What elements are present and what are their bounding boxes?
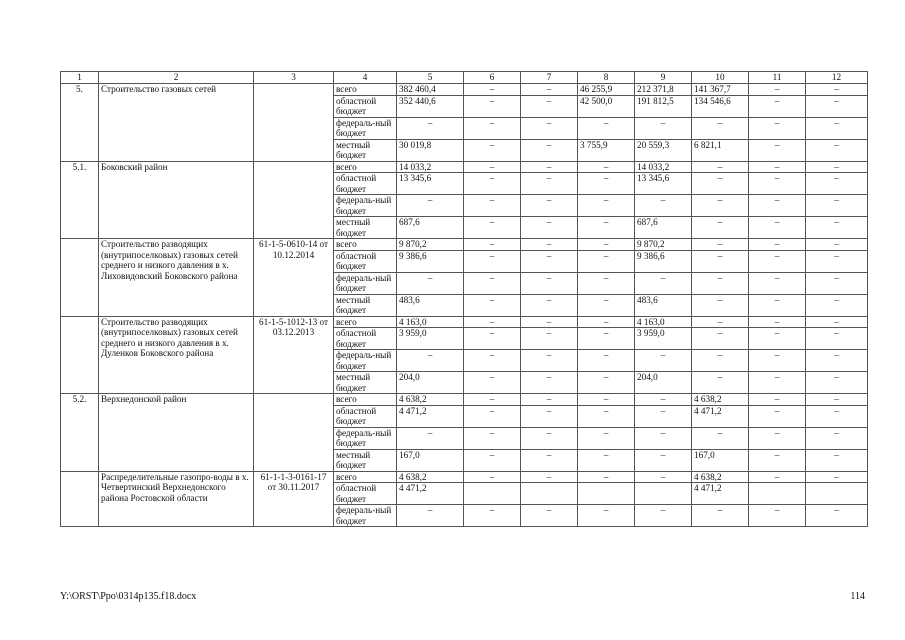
amount-cell: – (806, 217, 868, 239)
amount-cell: – (464, 84, 521, 96)
amount-cell: 9 870,2 (397, 239, 464, 251)
funding-source: федераль-ный бюджет (334, 117, 397, 139)
amount-cell (464, 483, 521, 505)
amount-cell: – (692, 328, 749, 350)
funding-source: местный бюджет (334, 449, 397, 471)
amount-cell: – (806, 316, 868, 328)
amount-cell: – (464, 449, 521, 471)
amount-cell: – (635, 405, 692, 427)
amount-cell: – (464, 316, 521, 328)
amount-cell: 204,0 (397, 372, 464, 394)
funding-source: местный бюджет (334, 294, 397, 316)
amount-cell: – (692, 217, 749, 239)
amount-cell: – (464, 250, 521, 272)
amount-cell: – (521, 316, 578, 328)
amount-cell: – (464, 173, 521, 195)
funding-source: федераль-ный бюджет (334, 505, 397, 527)
amount-cell: – (578, 217, 635, 239)
column-header: 4 (334, 72, 397, 84)
column-header: 2 (99, 72, 254, 84)
amount-cell: 20 559,3 (635, 139, 692, 161)
amount-cell: – (464, 394, 521, 406)
amount-cell: 141 367,7 (692, 84, 749, 96)
amount-cell: – (578, 239, 635, 251)
amount-cell: – (397, 427, 464, 449)
funding-source: всего (334, 394, 397, 406)
amount-cell: – (578, 195, 635, 217)
amount-cell: – (578, 272, 635, 294)
table-row (61, 161, 868, 173)
amount-cell: – (749, 449, 806, 471)
amount-cell: – (806, 405, 868, 427)
amount-cell: 167,0 (397, 449, 464, 471)
amount-cell: – (806, 195, 868, 217)
document-ref (254, 394, 334, 472)
amount-cell: 13 345,6 (635, 173, 692, 195)
funding-source: местный бюджет (334, 139, 397, 161)
amount-cell: – (806, 117, 868, 139)
table-row (61, 316, 868, 328)
table-row (61, 471, 868, 483)
funding-source: областной бюджет (334, 95, 397, 117)
amount-cell: 4 471,2 (397, 483, 464, 505)
amount-cell: – (749, 350, 806, 372)
amount-cell: – (521, 294, 578, 316)
funding-source: федераль-ный бюджет (334, 272, 397, 294)
amount-cell: – (464, 405, 521, 427)
amount-cell (749, 483, 806, 505)
amount-cell: 4 638,2 (692, 471, 749, 483)
funding-source: областной бюджет (334, 405, 397, 427)
column-header: 8 (578, 72, 635, 84)
amount-cell: – (578, 294, 635, 316)
item-name: Строительство разводящих (внутрипоселковых) газовых сетей среднего и низкого давления в х. Дуленков Боковского района (99, 316, 254, 394)
amount-cell: – (521, 117, 578, 139)
amount-cell: – (749, 427, 806, 449)
amount-cell: 9 386,6 (397, 250, 464, 272)
amount-cell: – (578, 316, 635, 328)
amount-cell: – (806, 173, 868, 195)
amount-cell: – (397, 117, 464, 139)
amount-cell: – (578, 161, 635, 173)
funding-source: всего (334, 471, 397, 483)
document-ref: 61-1-1-3-0161-17 от 30.11.2017 (254, 471, 334, 527)
amount-cell: – (749, 217, 806, 239)
amount-cell: 352 440,6 (397, 95, 464, 117)
amount-cell: 212 371,8 (635, 84, 692, 96)
amount-cell: – (692, 427, 749, 449)
amount-cell: – (806, 272, 868, 294)
amount-cell: – (521, 372, 578, 394)
document-ref (254, 161, 334, 239)
amount-cell: 3 959,0 (397, 328, 464, 350)
table-row (61, 239, 868, 251)
amount-cell: – (578, 328, 635, 350)
amount-cell: – (692, 505, 749, 527)
amount-cell: 3 755,9 (578, 139, 635, 161)
amount-cell: – (578, 405, 635, 427)
amount-cell: – (521, 195, 578, 217)
amount-cell: – (464, 272, 521, 294)
amount-cell: – (806, 84, 868, 96)
amount-cell: – (749, 173, 806, 195)
amount-cell: – (521, 427, 578, 449)
amount-cell: – (692, 372, 749, 394)
amount-cell: – (521, 250, 578, 272)
amount-cell: – (749, 294, 806, 316)
amount-cell: – (806, 239, 868, 251)
amount-cell: – (578, 250, 635, 272)
amount-cell: – (806, 350, 868, 372)
amount-cell: 191 812,5 (635, 95, 692, 117)
amount-cell: – (464, 427, 521, 449)
amount-cell: – (635, 505, 692, 527)
item-number (61, 239, 99, 317)
amount-cell: – (749, 95, 806, 117)
item-number (61, 316, 99, 394)
amount-cell: – (578, 427, 635, 449)
amount-cell: – (749, 117, 806, 139)
amount-cell: 204,0 (635, 372, 692, 394)
funding-source: областной бюджет (334, 328, 397, 350)
amount-cell: – (464, 139, 521, 161)
file-path: Y:\ORST\Ppo\0314p135.f18.docx (60, 591, 197, 602)
amount-cell: – (397, 505, 464, 527)
amount-cell: – (521, 394, 578, 406)
amount-cell: – (521, 95, 578, 117)
amount-cell: – (806, 294, 868, 316)
column-header: 12 (806, 72, 868, 84)
amount-cell: – (749, 272, 806, 294)
amount-cell: – (806, 427, 868, 449)
amount-cell: – (578, 394, 635, 406)
amount-cell: – (749, 139, 806, 161)
amount-cell: – (635, 471, 692, 483)
amount-cell: 6 821,1 (692, 139, 749, 161)
column-header: 9 (635, 72, 692, 84)
column-header: 5 (397, 72, 464, 84)
amount-cell: 46 255,9 (578, 84, 635, 96)
amount-cell: – (635, 427, 692, 449)
amount-cell: – (749, 394, 806, 406)
item-number: 5. (61, 84, 99, 162)
amount-cell: – (521, 272, 578, 294)
amount-cell: – (635, 195, 692, 217)
amount-cell: – (521, 471, 578, 483)
funding-source: всего (334, 316, 397, 328)
amount-cell: – (521, 505, 578, 527)
column-header: 6 (464, 72, 521, 84)
funding-source: областной бюджет (334, 173, 397, 195)
amount-cell: 4 471,2 (692, 483, 749, 505)
funding-source: всего (334, 84, 397, 96)
amount-cell: 4 163,0 (635, 316, 692, 328)
amount-cell: – (521, 139, 578, 161)
amount-cell: – (749, 161, 806, 173)
amount-cell: 14 033,2 (397, 161, 464, 173)
table-row (61, 394, 868, 406)
amount-cell: – (692, 272, 749, 294)
amount-cell: – (749, 372, 806, 394)
amount-cell: – (749, 505, 806, 527)
amount-cell: – (578, 117, 635, 139)
funding-source: местный бюджет (334, 217, 397, 239)
amount-cell: – (692, 239, 749, 251)
column-header: 10 (692, 72, 749, 84)
amount-cell: – (464, 372, 521, 394)
amount-cell: – (464, 195, 521, 217)
amount-cell: – (521, 449, 578, 471)
funding-source: областной бюджет (334, 483, 397, 505)
amount-cell (806, 483, 868, 505)
funding-source: федераль-ный бюджет (334, 350, 397, 372)
column-header: 7 (521, 72, 578, 84)
page-number: 114 (850, 591, 865, 602)
amount-cell: – (397, 195, 464, 217)
table-row (61, 84, 868, 96)
item-name: Боковский район (99, 161, 254, 239)
column-header: 1 (61, 72, 99, 84)
amount-cell: 9 870,2 (635, 239, 692, 251)
amount-cell: – (578, 372, 635, 394)
amount-cell: – (578, 505, 635, 527)
amount-cell: – (464, 350, 521, 372)
item-name: Строительство газовых сетей (99, 84, 254, 162)
amount-cell: – (692, 117, 749, 139)
amount-cell: – (806, 95, 868, 117)
amount-cell: 4 638,2 (397, 471, 464, 483)
document-ref (254, 84, 334, 162)
funding-source: всего (334, 161, 397, 173)
amount-cell: – (692, 173, 749, 195)
funding-source: всего (334, 239, 397, 251)
item-name: Строительство разводящих (внутрипоселковых) газовых сетей среднего и низкого давления в х. Лиховидовский Боковского района (99, 239, 254, 317)
amount-cell: – (521, 405, 578, 427)
amount-cell: – (749, 405, 806, 427)
amount-cell: – (397, 272, 464, 294)
amount-cell: – (464, 328, 521, 350)
amount-cell: 4 163,0 (397, 316, 464, 328)
amount-cell: – (749, 84, 806, 96)
amount-cell: – (806, 471, 868, 483)
amount-cell: – (806, 394, 868, 406)
amount-cell: – (692, 195, 749, 217)
funding-source: федераль-ный бюджет (334, 195, 397, 217)
amount-cell: – (635, 272, 692, 294)
amount-cell: – (749, 250, 806, 272)
amount-cell: – (521, 328, 578, 350)
amount-cell: – (464, 239, 521, 251)
budget-table (60, 71, 868, 527)
amount-cell: – (578, 173, 635, 195)
amount-cell: – (806, 372, 868, 394)
amount-cell: – (464, 117, 521, 139)
amount-cell: 483,6 (635, 294, 692, 316)
column-header: 3 (254, 72, 334, 84)
amount-cell: – (749, 328, 806, 350)
funding-source: местный бюджет (334, 372, 397, 394)
amount-cell: 4 471,2 (397, 405, 464, 427)
amount-cell: – (578, 449, 635, 471)
amount-cell: – (464, 505, 521, 527)
amount-cell: – (806, 505, 868, 527)
amount-cell: – (806, 139, 868, 161)
amount-cell: 167,0 (692, 449, 749, 471)
document-ref: 61-1-5-0610-14 от 10.12.2014 (254, 239, 334, 317)
amount-cell: – (635, 394, 692, 406)
amount-cell: – (578, 471, 635, 483)
item-number: 5.2. (61, 394, 99, 472)
amount-cell: 134 546,6 (692, 95, 749, 117)
item-number: 5.1. (61, 161, 99, 239)
amount-cell (521, 483, 578, 505)
amount-cell: 687,6 (635, 217, 692, 239)
amount-cell: – (635, 117, 692, 139)
amount-cell: – (397, 350, 464, 372)
amount-cell: – (692, 250, 749, 272)
amount-cell: – (635, 449, 692, 471)
item-name: Распределительные газопро-воды в х. Четвертинский Верхнедонского района Ростовской области (99, 471, 254, 527)
amount-cell: – (578, 350, 635, 372)
amount-cell: – (806, 161, 868, 173)
amount-cell: – (464, 217, 521, 239)
amount-cell: 3 959,0 (635, 328, 692, 350)
amount-cell: 14 033,2 (635, 161, 692, 173)
amount-cell: 30 019,8 (397, 139, 464, 161)
amount-cell: 42 500,0 (578, 95, 635, 117)
amount-cell (635, 483, 692, 505)
amount-cell: – (464, 471, 521, 483)
column-header: 11 (749, 72, 806, 84)
amount-cell: – (464, 294, 521, 316)
amount-cell: – (521, 350, 578, 372)
funding-source: областной бюджет (334, 250, 397, 272)
amount-cell: 4 638,2 (397, 394, 464, 406)
amount-cell: – (749, 471, 806, 483)
amount-cell: – (521, 217, 578, 239)
amount-cell: 13 345,6 (397, 173, 464, 195)
amount-cell: 9 386,6 (635, 250, 692, 272)
amount-cell: – (806, 449, 868, 471)
amount-cell: 687,6 (397, 217, 464, 239)
amount-cell: 4 638,2 (692, 394, 749, 406)
amount-cell: – (464, 95, 521, 117)
amount-cell: – (692, 294, 749, 316)
amount-cell (578, 483, 635, 505)
item-number (61, 471, 99, 527)
header-row (61, 72, 868, 84)
amount-cell: 4 471,2 (692, 405, 749, 427)
amount-cell: – (521, 173, 578, 195)
amount-cell: 382 460,4 (397, 84, 464, 96)
amount-cell: – (692, 316, 749, 328)
amount-cell: – (806, 328, 868, 350)
amount-cell: – (635, 350, 692, 372)
item-name: Верхнедонской район (99, 394, 254, 472)
amount-cell: – (521, 161, 578, 173)
amount-cell: – (749, 239, 806, 251)
amount-cell: – (521, 84, 578, 96)
funding-source: федераль-ный бюджет (334, 427, 397, 449)
amount-cell: 483,6 (397, 294, 464, 316)
amount-cell: – (521, 239, 578, 251)
amount-cell: – (749, 316, 806, 328)
amount-cell: – (692, 350, 749, 372)
amount-cell: – (692, 161, 749, 173)
amount-cell: – (806, 250, 868, 272)
document-ref: 61-1-5-1012-13 от 03.12.2013 (254, 316, 334, 394)
amount-cell: – (464, 161, 521, 173)
amount-cell: – (749, 195, 806, 217)
